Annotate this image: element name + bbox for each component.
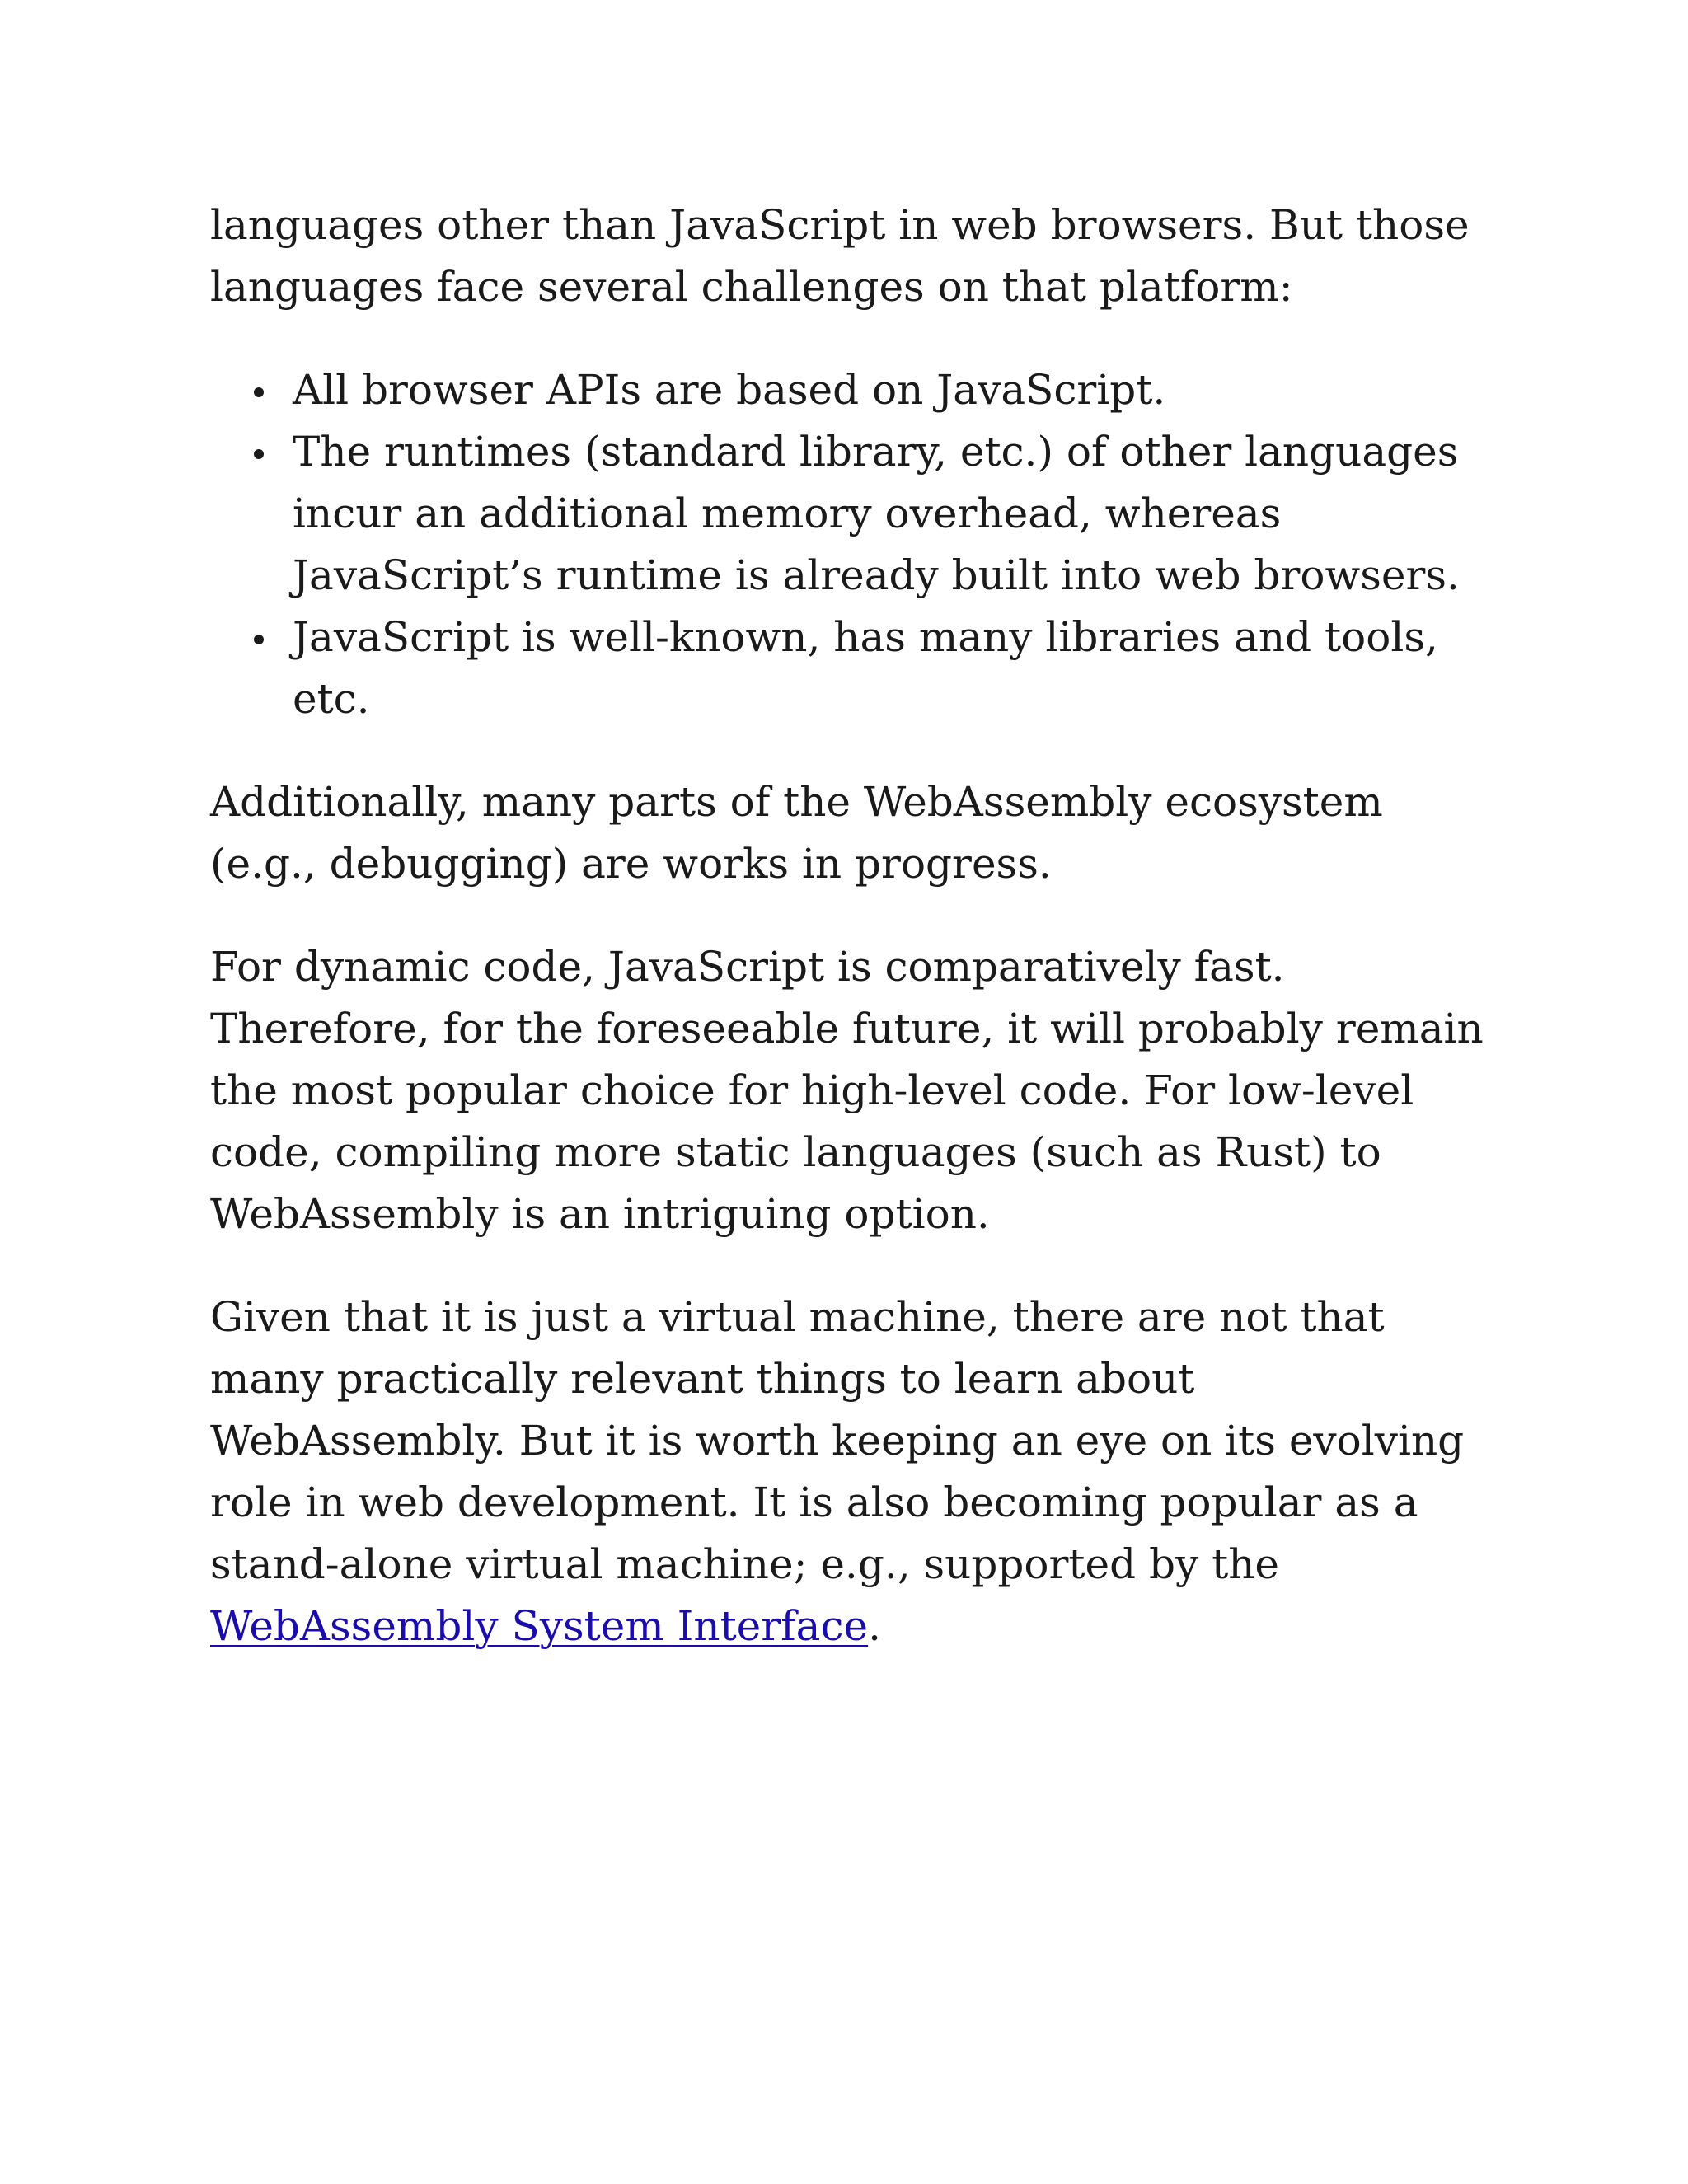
additionally-paragraph: Additionally, many parts of the WebAssembly ecosystem (e.g., debugging) are works in progress.	[210, 778, 1383, 888]
given-paragraph-text: Given that it is just a virtual machine, there are not that many practically relevant things to learn about WebAssembly. But it is worth keeping an eye on its evolving role in web development. It is also becoming popular as a stand-alone virtual machine; e.g., supported by the	[210, 1293, 1465, 1588]
list-item	[210, 421, 1496, 607]
dynamic-code-paragraph: For dynamic code, JavaScript is comparatively fast. Therefore, for the foreseeable future, it will probably remain the most popular choice for high-level code. For low-level code, compiling more static languages (such as Rust) to WebAssembly is an intriguing option.	[210, 943, 1484, 1238]
bullet-icon	[254, 387, 264, 397]
list-item	[210, 607, 1496, 730]
list-item-text: The runtimes (standard library, etc.) of other languages incur an additional memory overhead, whereas JavaScript’s runtime is already built into web browsers.	[293, 428, 1460, 599]
wasi-link[interactable]: WebAssembly System Interface	[210, 1602, 869, 1650]
bullet-icon	[254, 635, 264, 644]
list-item-text: All browser APIs are based on JavaScript.	[293, 366, 1166, 414]
bullet-icon	[254, 449, 264, 459]
list-item-text: JavaScript is well-known, has many libraries and tools, etc.	[293, 613, 1438, 723]
document-page	[210, 194, 1496, 1699]
intro-paragraph: languages other than JavaScript in web browsers. But those languages face several challenges on that platform:	[210, 201, 1470, 311]
given-paragraph-end: .	[868, 1602, 881, 1650]
challenges-list	[210, 359, 1496, 730]
given-paragraph	[210, 1286, 1496, 1657]
list-item	[210, 359, 1496, 421]
